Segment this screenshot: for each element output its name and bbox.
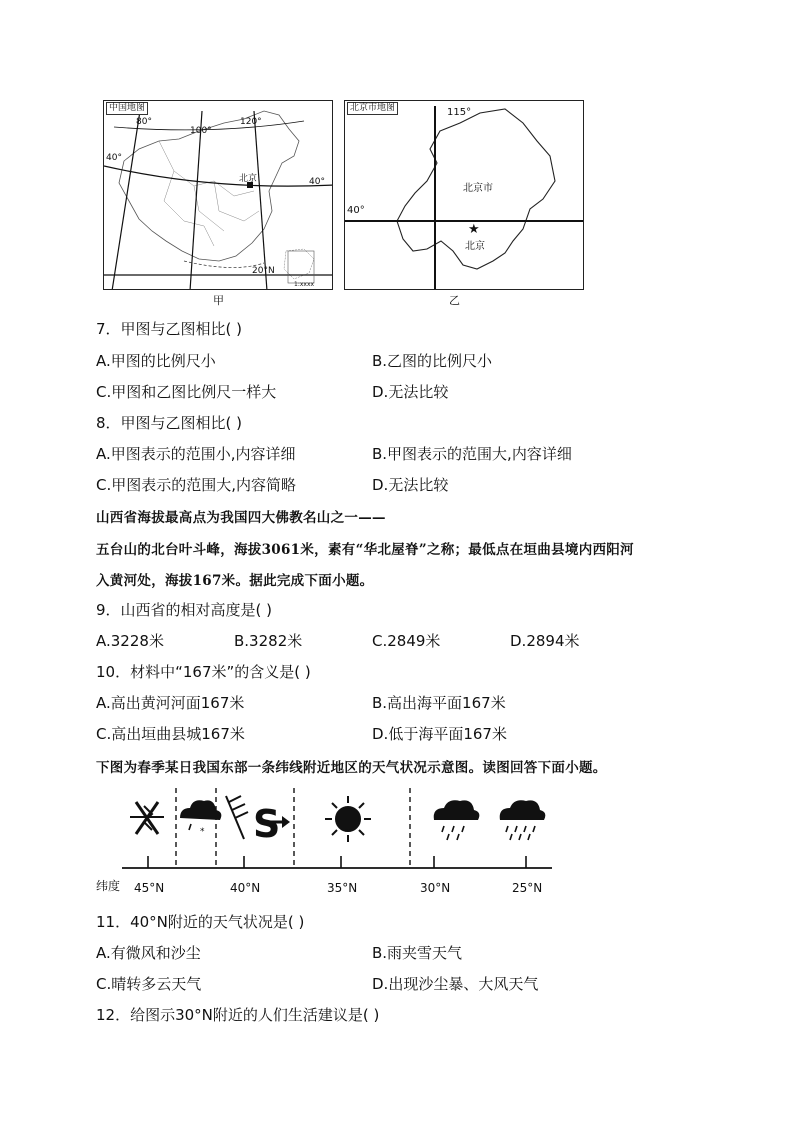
label-lat40: 40° — [347, 205, 365, 216]
material-shanxi-line1: 山西省海拔最高点为我国四大佛教名山之一—— — [96, 510, 386, 526]
floating-dust-icon — [253, 802, 290, 846]
material-weather-intro: 下图为春季某日我国东部一条纬线附近地区的天气状况示意图。读图回答下面小题。 — [96, 760, 607, 776]
label-lon115: 115° — [447, 107, 472, 118]
map-beijing — [344, 100, 584, 290]
rain-snow-icon — [180, 800, 221, 837]
sandstorm-icon — [130, 802, 164, 834]
label-lat40-left: 40° — [106, 153, 122, 163]
material-shanxi-line2: 五台山的北台叶斗峰，海拔3061米，素有“华北屋脊”之称；最低点在垣曲县境内西阳河 — [96, 542, 634, 558]
map-china-graphic — [104, 101, 333, 290]
svg-text:*: * — [200, 827, 205, 837]
beijing-star-icon: ★ — [468, 222, 480, 237]
q10-option-b[interactable]: B.高出海平面167米 — [372, 694, 506, 712]
material-shanxi-line3: 入黄河处，海拔167米。据此完成下面小题。 — [96, 573, 374, 589]
label-lon120: 120° — [240, 117, 262, 127]
map-beijing-caption: 乙 — [449, 294, 460, 307]
q11-option-d[interactable]: D.出现沙尘暴、大风天气 — [372, 975, 539, 993]
question-9-stem: 9．山西省的相对高度是( ) — [96, 601, 273, 619]
q9-option-a[interactable]: A.3228米 — [96, 632, 164, 650]
q8-option-a[interactable]: A.甲图表示的范围小,内容详细 — [96, 445, 296, 463]
province-borders — [159, 141, 259, 246]
map-beijing-graphic — [345, 101, 584, 290]
tick-label-25n: 25°N — [512, 881, 543, 895]
svg-text:S: S — [253, 802, 281, 846]
q10-option-a[interactable]: A.高出黄河河面167米 — [96, 694, 245, 712]
q9-option-d[interactable]: D.2894米 — [510, 632, 580, 650]
tick-label-35n: 35°N — [327, 881, 358, 895]
question-8-stem: 8．甲图与乙图相比( ) — [96, 414, 243, 432]
q7-option-c[interactable]: C.甲图和乙图比例尺一样大 — [96, 383, 277, 401]
label-lat40-right: 40° — [309, 177, 325, 187]
label-lat20: 20°N — [252, 266, 275, 276]
label-scale: 1:xxxx — [294, 281, 315, 288]
q7-option-a[interactable]: A.甲图的比例尺小 — [96, 352, 216, 370]
map-beijing-title: 北京市地图 — [347, 102, 398, 115]
q8-option-d[interactable]: D.无法比较 — [372, 476, 449, 494]
weather-chart — [96, 784, 566, 896]
heavy-rain-icon — [500, 800, 546, 840]
label-beijing-city: 北京 — [465, 241, 485, 252]
label-lon80: 80° — [136, 117, 152, 127]
label-beijing: 北京 — [239, 174, 258, 184]
question-10-stem: 10．材料中“167米”的含义是( ) — [96, 663, 311, 681]
sunny-icon — [325, 796, 371, 842]
q10-option-c[interactable]: C.高出垣曲县城167米 — [96, 725, 245, 743]
weather-axis-label: 纬度 — [96, 879, 121, 893]
question-12-stem: 12．给图示30°N附近的人们生活建议是( ) — [96, 1006, 380, 1024]
map-china — [103, 100, 333, 290]
q8-option-c[interactable]: C.甲图表示的范围大,内容简略 — [96, 476, 297, 494]
q9-option-c[interactable]: C.2849米 — [372, 632, 441, 650]
q11-option-a[interactable]: A.有微风和沙尘 — [96, 944, 201, 962]
question-7-stem: 7．甲图与乙图相比( ) — [96, 320, 243, 338]
tick-label-30n: 30°N — [420, 881, 451, 895]
q10-option-d[interactable]: D.低于海平面167米 — [372, 725, 507, 743]
q11-option-c[interactable]: C.晴转多云天气 — [96, 975, 202, 993]
q8-option-b[interactable]: B.甲图表示的范围大,内容详细 — [372, 445, 572, 463]
q7-option-d[interactable]: D.无法比较 — [372, 383, 449, 401]
tick-label-45n: 45°N — [134, 881, 165, 895]
rain-icon — [434, 800, 480, 840]
map-china-caption: 甲 — [213, 294, 224, 307]
tick-label-40n: 40°N — [230, 881, 261, 895]
q7-option-b[interactable]: B.乙图的比例尺小 — [372, 352, 493, 370]
map-china-title: 中国地图 — [106, 102, 148, 115]
question-11-stem: 11．40°N附近的天气状况是( ) — [96, 913, 305, 931]
label-city: 北京市 — [463, 183, 493, 194]
q11-option-b[interactable]: B.雨夹雪天气 — [372, 944, 463, 962]
label-lon100: 100° — [190, 126, 212, 136]
q9-option-b[interactable]: B.3282米 — [234, 632, 303, 650]
strong-wind-icon — [226, 796, 248, 839]
